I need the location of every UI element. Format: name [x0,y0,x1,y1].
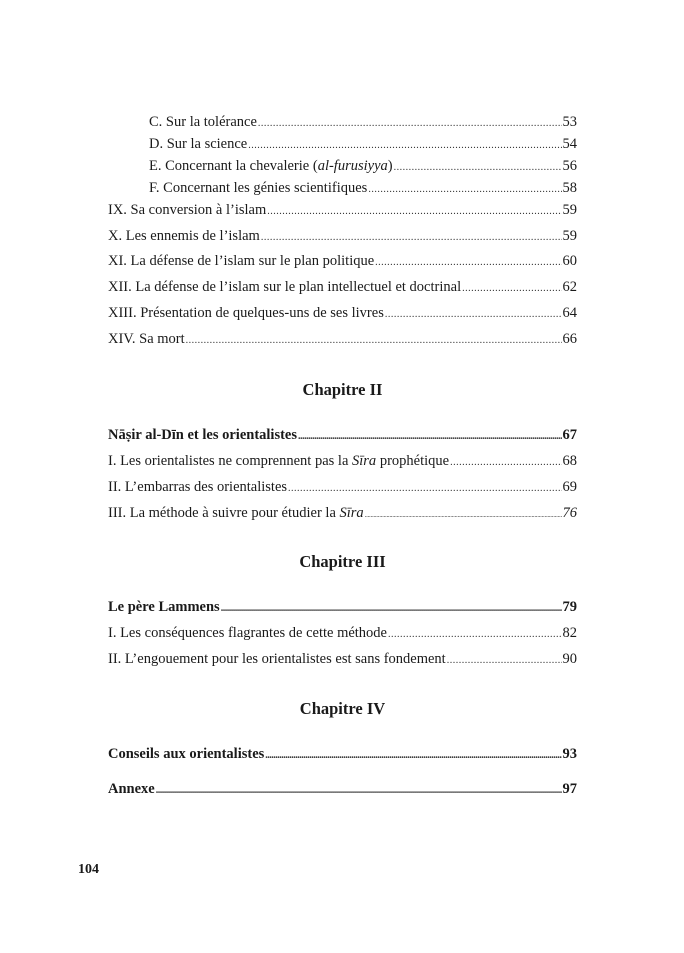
toc-entry-label: Nāṣir al-Dīn et les orientalistes [108,427,298,443]
toc-entry [108,303,577,325]
toc-entry-label: D. Sur la science [149,136,248,152]
toc-entry-page: 62 [562,279,577,295]
toc-leader-dots [248,136,561,156]
toc-leader-dots [186,331,562,351]
annexe-entry [108,779,577,801]
toc-entry-label: X. Les ennemis de l’islam [108,228,260,244]
toc-entry-page: 56 [562,158,577,174]
toc-entry-page: 76 [562,505,577,521]
toc-entry-label: II. L’embarras des orientalistes [108,479,288,495]
toc-leader-dots [298,427,561,447]
toc-entry [108,226,577,248]
toc-entry [108,503,577,525]
toc-entry [108,451,577,473]
toc-leader-dots [365,505,562,525]
chapter-title-entry [108,597,577,619]
toc-entry [149,156,577,178]
toc-entry-label: II. L’engouement pour les orientalistes est sans fondement [108,651,446,667]
toc-entry-label: XIV. Sa mort [108,331,185,347]
toc-entry-label: I. Les conséquences flagrantes de cette méthode [108,625,387,641]
chapter-heading: Chapitre II [302,380,383,399]
toc-entry-label: XIII. Présentation de quelques-uns de ses livres [108,305,384,321]
toc-leader-dots [368,180,561,200]
toc-entry-page: 69 [562,479,577,495]
toc-leader-dots [156,781,562,801]
toc-entry [108,477,577,499]
toc-entry-page: 79 [562,599,577,615]
toc-entry-page: 66 [562,331,577,347]
toc-leader-dots [394,158,562,178]
toc-entry-label: I. Les orientalistes ne comprennent pas la Sīra prophétique [108,453,450,469]
toc-entry-page: 93 [562,746,577,762]
toc-entry-label: F. Concernant les génies scientifiques [149,180,368,196]
toc-leader-dots [388,625,562,645]
toc-leader-dots [265,746,561,766]
toc-leader-dots [385,305,562,325]
toc-entry-label: XI. La défense de l’islam sur le plan politique [108,253,375,269]
chapter-title-entry [108,425,577,447]
toc-entry-label: Conseils aux orientalistes [108,746,265,762]
toc-entry-page: 68 [562,453,577,469]
toc-entry-page: 53 [562,114,577,130]
toc-leader-dots [258,114,562,134]
toc-entry-label: Le père Lammens [108,599,220,615]
toc-entry [149,134,577,156]
toc-entry [108,200,577,222]
toc-leader-dots [375,253,561,273]
toc-entry-page: 59 [562,202,577,218]
toc-entry-label: III. La méthode à suivre pour étudier la Sīra [108,505,364,521]
toc-entry-label: E. Concernant la chevalerie (al-furusiyya) [149,158,393,174]
chapter-heading: Chapitre III [299,552,386,571]
toc-entry-page: 67 [562,427,577,443]
toc-entry [149,112,577,134]
toc-leader-dots [450,453,561,473]
toc-entry-page: 58 [562,180,577,196]
toc-entry [108,251,577,273]
chapter-title-entry [108,744,577,766]
toc-entry-label: IX. Sa conversion à l’islam [108,202,267,218]
toc-leader-dots [261,228,562,248]
toc-entry-page: 59 [562,228,577,244]
toc-entry-page: 82 [562,625,577,641]
toc-entry [108,623,577,645]
toc-entry [108,649,577,671]
toc-entry [149,178,577,200]
page-number: 104 [78,862,99,877]
toc-entry-page: 54 [562,136,577,152]
toc-entry-label: C. Sur la tolérance [149,114,257,130]
toc-leader-dots [462,279,561,299]
toc-entry [108,277,577,299]
toc-leader-dots [288,479,561,499]
toc-leader-dots [267,202,561,222]
chapter-heading: Chapitre IV [299,699,386,718]
toc-entry [108,329,577,351]
toc-entry-page: 64 [562,305,577,321]
toc-entry-label: Annexe [108,781,155,797]
toc-entry-page: 90 [562,651,577,667]
toc-leader-dots [221,599,562,619]
toc-leader-dots [447,651,562,671]
toc-entry-label: XII. La défense de l’islam sur le plan intellectuel et doctrinal [108,279,462,295]
toc-entry-page: 60 [562,253,577,269]
toc-entry-page: 97 [562,781,577,797]
